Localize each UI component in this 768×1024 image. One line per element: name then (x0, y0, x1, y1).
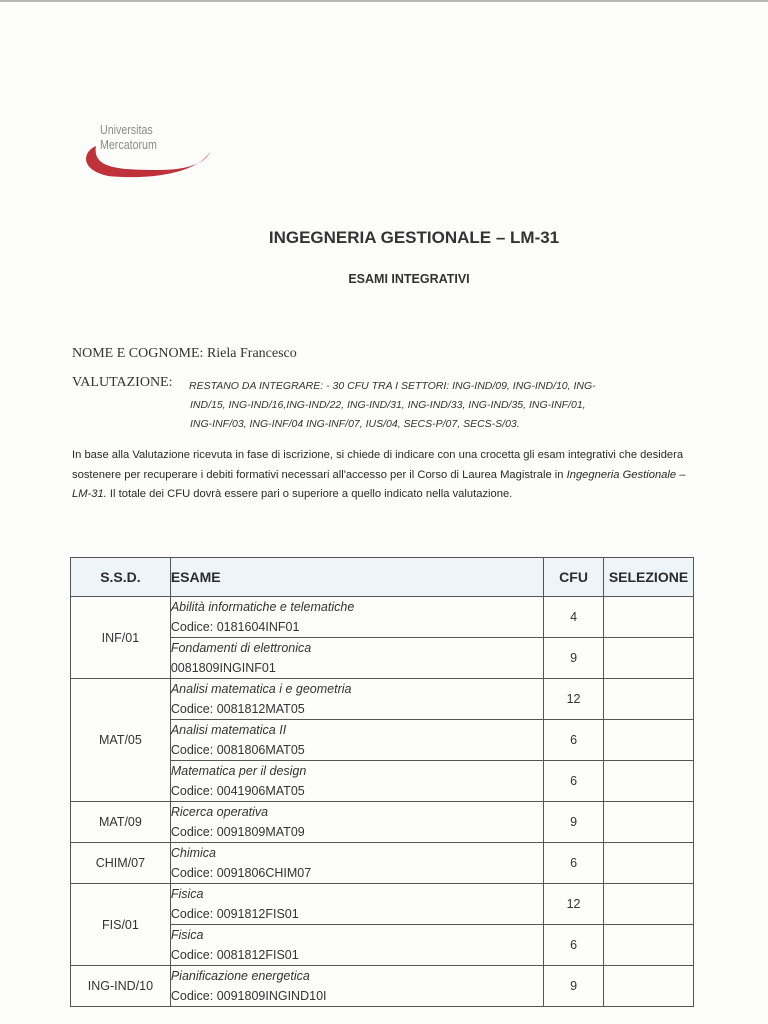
cfu-cell: 6 (544, 843, 604, 884)
student-name-value: Riela Francesco (206, 346, 297, 361)
cfu-cell: 6 (544, 761, 604, 802)
table-row (71, 966, 694, 1007)
table-header-row (71, 558, 694, 597)
exam-cell (170, 843, 543, 884)
cfu-cell: 6 (544, 720, 604, 761)
header-cfu: CFU (544, 558, 604, 597)
exam-name: Fondamenti di elettronica (170, 641, 312, 655)
ssd-cell: FIS/01 (71, 884, 171, 966)
exam-cell (170, 597, 543, 638)
ssd-cell: ING-IND/10 (71, 966, 171, 1007)
exam-name: Analisi matematica i e geometria (170, 682, 352, 696)
selection-cell[interactable] (604, 966, 694, 1007)
intro-text-2: Il totale dei CFU dovrà essere pari o superiore a quello indicato nella valutazione. (106, 488, 513, 500)
table-row (71, 843, 694, 884)
exam-code: 0081809INGINF01 (170, 661, 276, 675)
page-subtitle: ESAMI INTEGRATIVI (348, 272, 470, 286)
university-logo (78, 122, 218, 182)
exam-name: Analisi matematica II (170, 723, 287, 737)
header-selezione: SELEZIONE (604, 558, 694, 597)
valutazione-line-1: RESTANO DA INTEGRARE: - 30 CFU TRA I SETTORI: ING-IND/09, ING-IND/10, ING- (189, 380, 596, 392)
ssd-cell: INF/01 (71, 597, 171, 679)
ssd-cell: CHIM/07 (71, 843, 171, 884)
table-row (71, 679, 694, 720)
cfu-cell: 12 (544, 884, 604, 925)
ssd-cell: MAT/05 (71, 679, 171, 802)
exam-code: Codice: 0041906MAT05 (170, 784, 305, 798)
selection-cell[interactable] (604, 761, 694, 802)
header-ssd: S.S.D. (71, 558, 171, 597)
exam-code: Codice: 0081812MAT05 (170, 702, 305, 716)
exam-cell (170, 761, 543, 802)
exam-name: Fisica (170, 928, 204, 942)
valutazione-line-2: IND/15, ING-IND/16,ING-IND/22, ING-IND/31, ING-IND/33, ING-IND/35, ING-INF/01, (190, 399, 586, 411)
logo-line-2: Mercatorum (100, 137, 157, 152)
exam-cell (170, 966, 543, 1007)
table-row (71, 597, 694, 638)
exam-name: Pianificazione energetica (170, 969, 310, 983)
page-top-border (0, 0, 768, 2)
cfu-cell: 9 (544, 966, 604, 1007)
exam-code: Codice: 0091809MAT09 (170, 825, 305, 839)
cfu-cell: 9 (544, 638, 604, 679)
exam-name: Matematica per il design (170, 764, 307, 778)
student-name-line (72, 346, 297, 362)
exam-cell (170, 884, 543, 925)
selection-cell[interactable] (604, 720, 694, 761)
exam-cell (170, 720, 543, 761)
page-title: INGEGNERIA GESTIONALE – LM-31 (268, 228, 560, 247)
exam-code: Codice: 0091806CHIM07 (170, 866, 312, 880)
logo-line-1: Universitas (100, 122, 153, 137)
selection-cell[interactable] (604, 802, 694, 843)
exam-cell (170, 638, 543, 679)
selection-cell[interactable] (604, 597, 694, 638)
exam-cell (170, 925, 543, 966)
cfu-cell: 4 (544, 597, 604, 638)
selection-cell[interactable] (604, 638, 694, 679)
selection-cell[interactable] (604, 884, 694, 925)
header-esame: ESAME (170, 558, 543, 597)
exam-code: Codice: 0091812FIS01 (170, 907, 299, 921)
exam-name: Ricerca operativa (170, 805, 269, 819)
table-row (71, 802, 694, 843)
exam-name: Fisica (170, 887, 204, 901)
cfu-cell: 6 (544, 925, 604, 966)
logo-wordmark (100, 122, 157, 152)
exam-cell (170, 679, 543, 720)
ssd-cell: MAT/09 (71, 802, 171, 843)
intro-text-1: In base alla Valutazione ricevuta in fase di iscrizione, si chiede di indicare con una crocetta gli esam integrativi che desidera sostenere per recuperare i debiti formativi necessari all'accesso per il Corso di Laurea Magistrale in (72, 449, 684, 481)
exams-table (70, 557, 694, 1007)
valutazione-label: VALUTAZIONE: (72, 375, 173, 390)
selection-cell[interactable] (604, 679, 694, 720)
exam-name: Abilità informatiche e telematiche (170, 600, 355, 614)
intro-paragraph (72, 446, 692, 505)
cfu-cell: 12 (544, 679, 604, 720)
intro-course-name: Ingegneria Gestionale – LM-31. (72, 468, 686, 500)
table-row (71, 884, 694, 925)
exam-code: Codice: 0081812FIS01 (170, 948, 299, 962)
exam-name: Chimica (170, 846, 216, 860)
cfu-cell: 9 (544, 802, 604, 843)
exam-code: Codice: 0081806MAT05 (170, 743, 305, 757)
valutazione-line-3: ING-INF/03, ING-INF/04 ING-INF/07, IUS/04, SECS-P/07, SECS-S/03. (190, 418, 520, 430)
exam-code: Codice: 0181604INF01 (170, 620, 300, 634)
student-name-label: NOME E COGNOME: (72, 346, 204, 361)
selection-cell[interactable] (604, 925, 694, 966)
exam-code: Codice: 0091809INGIND10I (170, 989, 327, 1003)
valutazione-text (189, 377, 669, 434)
selection-cell[interactable] (604, 843, 694, 884)
exam-cell (170, 802, 543, 843)
